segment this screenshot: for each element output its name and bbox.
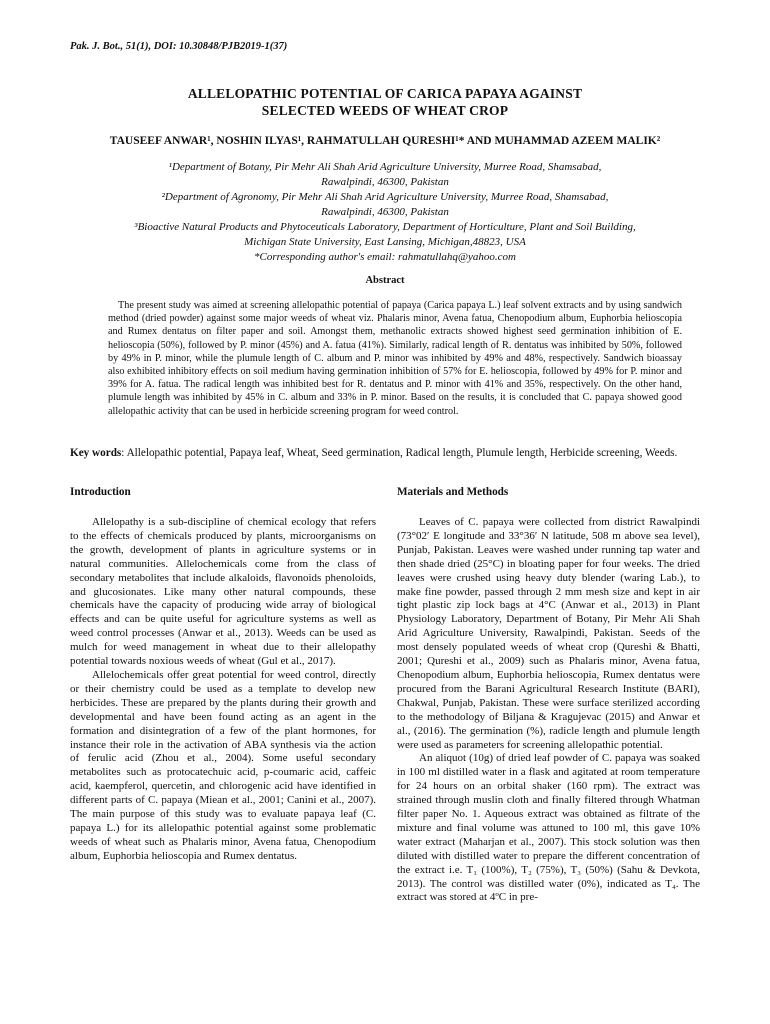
affiliations [60,160,710,265]
keywords [70,446,700,461]
affiliation-line: ³Bioactive Natural Products and Phytoceuticals Laboratory, Department of Horticulture, Plant and Soil Building, [134,221,636,233]
abstract-heading: Abstract [365,275,405,286]
paper-title-line-1: ALLELOPATHIC POTENTIAL OF CARICA PAPAYA AGAINST [187,86,583,101]
affiliation-line: Rawalpindi, 46300, Pakistan [321,176,449,188]
abstract-text: The present study was aimed at screening allelopathic potential of papaya (Carica papaya L.) leaf solvent extracts and by using sandwich method (dried powder) against some major weeds of wheat viz. Phalaris minor, Avena fatua, Chenopodium album, Euphorbia helioscopia and Rumex dentatus on filter paper and soil. Amongst them, methanolic extracts showed highest seed germination inhibition of E. helioscopia (50%), followed by P. minor (45%) and A. fatua (41%). Similarly, radical length of R. dentatus was inhibited by 50%, followed by 49% in P. minor, while the plumule length of C. album and P. minor was inhibited by 49% and 48%, respectively. Sandwich bioassay also exhibited inhibitory effects on soil medium having germination inhibition of 57% for E. helioscopia, followed by 49% for P. minor and 39% for A. fatua. The radical length was inhibited best for R. dentatus and P. minor with 41% and 35%, respectively. On the other hand, plumule length was inhibited by 45% in C. album and 33% in P. minor. Based on the results, it is concluded that C. papaya showed good allelopathic activity that can be used in herbicide screening program for weed control. [108,300,682,417]
paper-title-line-2: SELECTED WEEDS OF WHEAT CROP [261,103,509,118]
affiliation-line: Michigan State University, East Lansing, Michigan,48823, USA [244,236,526,248]
introduction-heading: Introduction [70,486,131,498]
introduction-paragraph: Allelochemicals offer great potential for weed control, directly or their chemistry could be used as a template to develop new herbicides. These are prepared by the plants during their growth and developmental and have been found acting as an agent in the formation and disintegration of a few of the plant hormones, for instance their role in the activation of ABA synthesis via the action of ferulic acid (Zhou et al., 2004). Some useful secondary metabolites such as protocatechuic acid, p-coumaric acid, caffeic acid, kaempferol, quercetin, and chlorogenic acid have identified in different parts of C. papaya (Miean et al., 2001; Canini et al., 2007). The main purpose of this study was to evaluate papaya leaf (C. papaya L.) for its allelopathic potential against some problematic weeds of wheat such as Phalaris minor, Avena fatua, Chenopodium album, Euphorbia helioscopia and Rumex dentatus. [70,668,376,862]
affiliation-line: ²Department of Agronomy, Pir Mehr Ali Shah Arid Agriculture University, Murree Road, Shamsabad, [161,191,609,203]
methods-paragraph: Leaves of C. papaya were collected from district Rawalpindi (73°02′ E longitude and 33°36′ N latitude, 508 m above sea level), Punjab, Pakistan. Leaves were washed under running tap water and then shade dried (25°C) in bloating paper for four weeks. The dried leaves were crushed using heavy duty blender (waring Lab.), to make fine powder, passed through 2 mm mesh size and kept in air tight plastic zip lock bags at 4°C (Anwar et al., 2013) in Plant Physiology Laboratory, Department of Botany, Pir Mehr Ali Shah Arid Agriculture University, Rawalpindi, Pakistan. Seeds of the most densely populated weeds of wheat crop (Qureshi & Bhatti, 2001; Qureshi et al., 2009) such as Phalaris minor, Avena fatua, Chenopodium album, Euphorbia helioscopia, Rumex dentatus were procured from the Barani Agricultural Research Institute (BARI), Chakwal, Punjab, Pakistan. These were surface sterilized according to the methodology of Biljana & Kragujevac (2015) and Anwar et al., (2016). The germination (%), radicle length and plumule length were used as parameters for screening allelopathic potential. [397,516,700,751]
paper-title [60,85,710,119]
keywords-text: : Allelopathic potential, Papaya leaf, Wheat, Seed germination, Radical length, Plumule length, Herbicide screening, Weeds. [121,447,678,459]
introduction-paragraph: Allelopathy is a sub-discipline of chemical ecology that refers to the effects of chemicals produced by plants, microorganisms on the growth, development of plants in agriculture systems or in natural communities. Allelochemicals come from the class of secondary metabolites that include alkaloids, flavonoids phenoloids, and glucosionates. Like many other natural compounds, these chemicals have the capacity of producing wide array of biological effects and can be quite useful for agriculture systems as well as weed control processes (Anwar et al., 2013). Weeds can be used as mulch for weed management in wheat due to their allelopathy potential towards noxious weeds of wheat (Gul et al., 2017). [70,516,376,668]
corresponding-author: *Corresponding author's email: rahmatullahq@yahoo.com [253,251,516,263]
introduction-section [70,486,376,864]
journal-reference: Pak. J. Bot., 51(1), DOI: 10.30848/PJB2019-1(37) [70,41,288,52]
methods-section [397,486,700,905]
author-list: TAUSEEF ANWAR¹, NOSHIN ILYAS¹, RAHMATULLAH QURESHI¹* AND MUHAMMAD AZEEM MALIK² [109,135,661,147]
methods-heading: Materials and Methods [397,486,509,498]
affiliation-line: ¹Department of Botany, Pir Mehr Ali Shah Arid Agriculture University, Murree Road, Shamsabad, [168,161,602,173]
methods-paragraph: An aliquot (10g) of dried leaf powder of C. papaya was soaked in 100 ml distilled water in a flask and agitated at room temperature for 24 hours on an orbital shaker (160 rpm). The extract was strained through muslin cloth and finally filtered through Whatman filter paper No. 1. Aqueous extract was obtained as filtrate of the mixture and final volume was attuned to 100 ml, this gave 10% water extract (Maharjan et al., 2007). This stock solution was then diluted with distilled water to prepare the different concentration of the extract i.e. T₁ (100%), T₂ (75%), T₃ (50%) (Sahu & Devkota, 2013). The control was distilled water (0%), indicated as T₄. The extract was stored at 4ºC in pre- [397,752,700,904]
affiliation-line: Rawalpindi, 46300, Pakistan [321,206,449,218]
keywords-label: Key words [70,447,122,459]
